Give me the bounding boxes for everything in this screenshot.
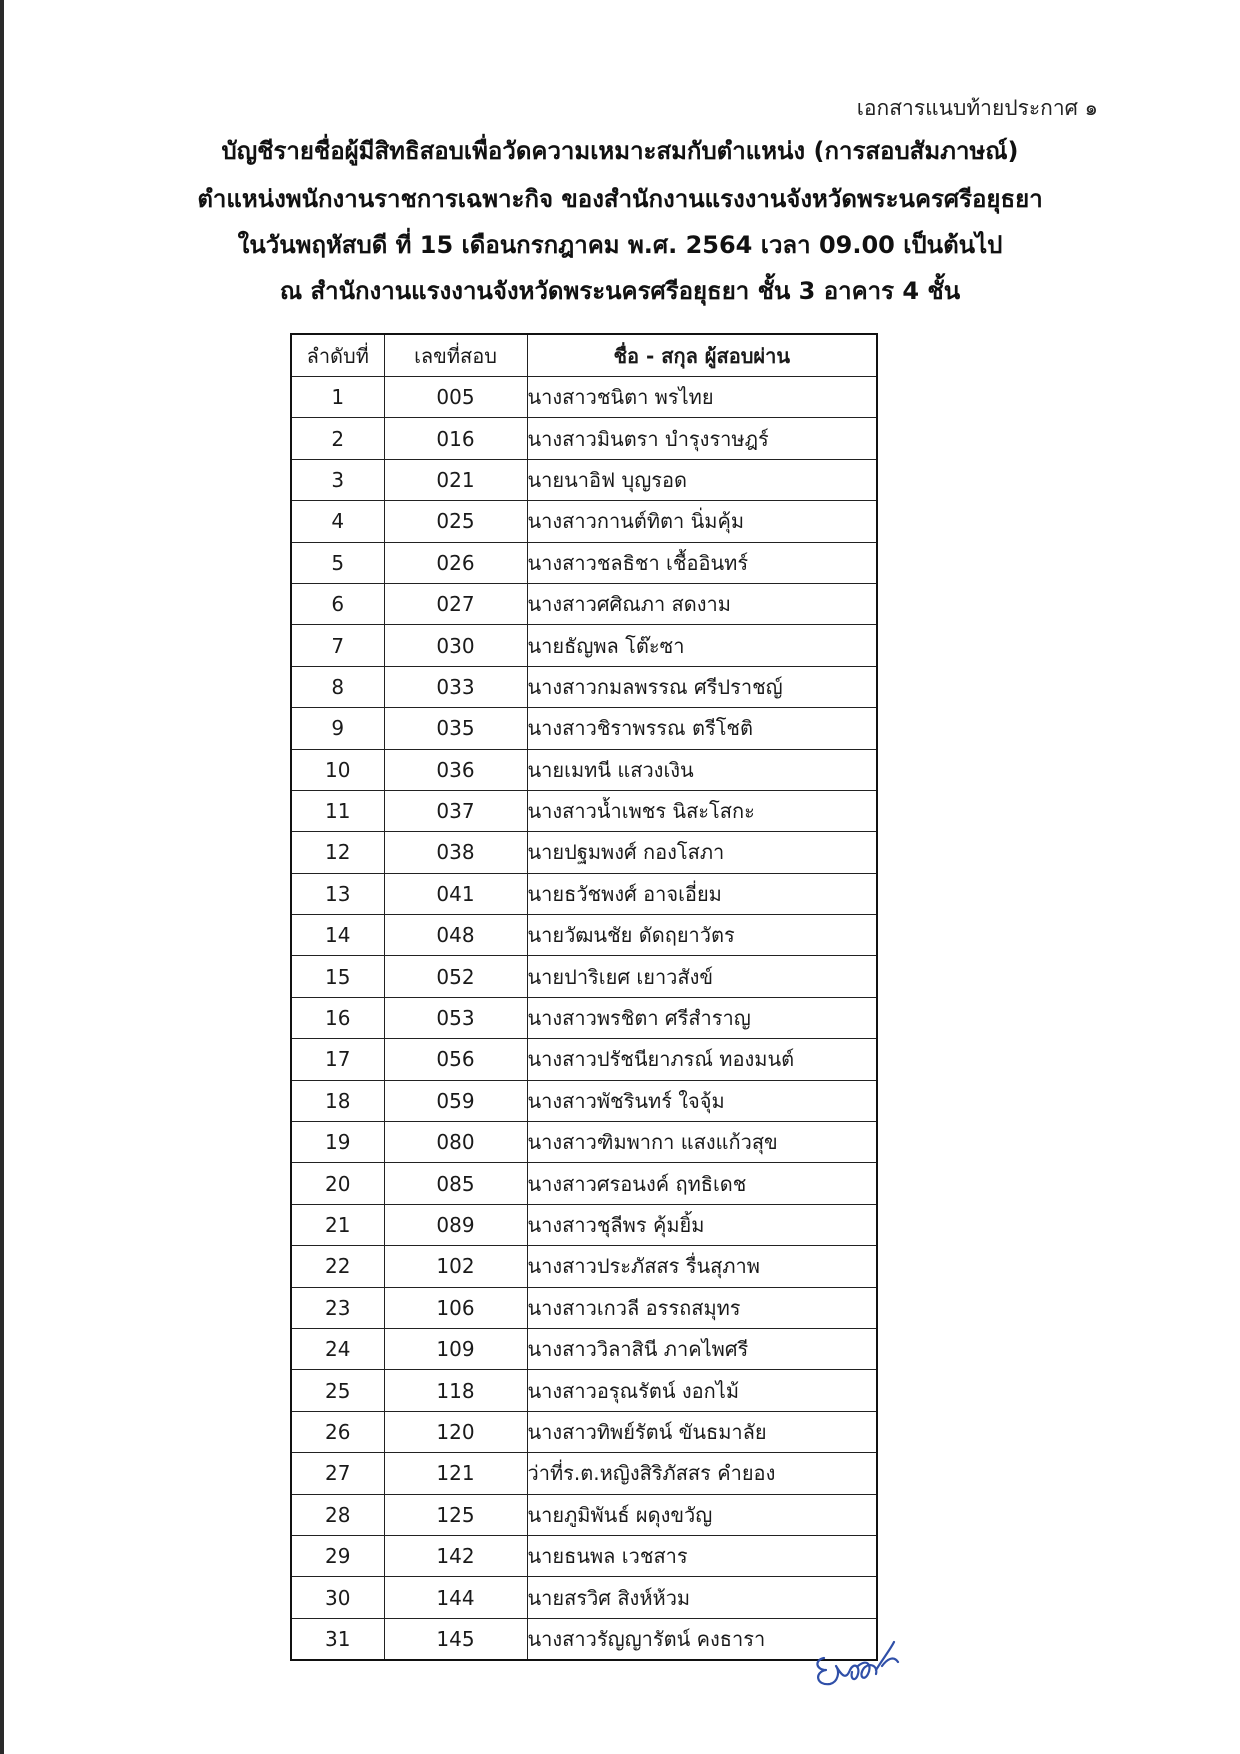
- header-exam-number: เลขที่สอบ: [384, 334, 527, 377]
- table-row: [291, 708, 877, 749]
- sequence-cell: 4: [291, 501, 384, 542]
- sequence-cell: 17: [291, 1039, 384, 1080]
- table-row: [291, 625, 877, 666]
- table-row: [291, 1494, 877, 1535]
- full-name-cell: นางสาวชลธิชา เชื้ออินทร์: [527, 542, 877, 583]
- sequence-cell: 12: [291, 832, 384, 873]
- exam-number-cell: 144: [384, 1577, 527, 1618]
- exam-number-cell: 033: [384, 666, 527, 707]
- table-row: [291, 1122, 877, 1163]
- table-row: [291, 1577, 877, 1618]
- table-row: [291, 583, 877, 624]
- full-name-cell: นางสาวชิราพรรณ ตรีโชติ: [527, 708, 877, 749]
- sequence-cell: 29: [291, 1535, 384, 1576]
- table-row: [291, 1328, 877, 1369]
- sequence-cell: 14: [291, 915, 384, 956]
- full-name-cell: นายปฐมพงศ์ กองโสภา: [527, 832, 877, 873]
- table-row: [291, 997, 877, 1038]
- sequence-cell: 24: [291, 1328, 384, 1369]
- table-header-row: [291, 334, 877, 377]
- table-row: [291, 1618, 877, 1660]
- full-name-cell: นางสาวน้ำเพชร นิสะโสกะ: [527, 790, 877, 831]
- full-name-cell: นางสาวปรัชนียาภรณ์ ทองมนต์: [527, 1039, 877, 1080]
- full-name-cell: นายปาริเยศ เยาวสังข์: [527, 956, 877, 997]
- sequence-cell: 11: [291, 790, 384, 831]
- header-full-name: ชื่อ - สกุล ผู้สอบผ่าน: [527, 334, 877, 377]
- sequence-cell: 7: [291, 625, 384, 666]
- sequence-cell: 26: [291, 1411, 384, 1452]
- table-row: [291, 1163, 877, 1204]
- table-row: [291, 418, 877, 459]
- sequence-cell: 23: [291, 1287, 384, 1328]
- table-row: [291, 1204, 877, 1245]
- sequence-cell: 10: [291, 749, 384, 790]
- full-name-cell: ว่าที่ร.ต.หญิงสิริภัสสร คำยอง: [527, 1453, 877, 1494]
- exam-number-cell: 142: [384, 1535, 527, 1576]
- sequence-cell: 3: [291, 459, 384, 500]
- full-name-cell: นางสาวประภัสสร รื่นสุภาพ: [527, 1246, 877, 1287]
- table-row: [291, 1287, 877, 1328]
- full-name-cell: นางสาววิลาสินี ภาคไพศรี: [527, 1328, 877, 1369]
- table-row: [291, 832, 877, 873]
- table-row: [291, 542, 877, 583]
- exam-number-cell: 089: [384, 1204, 527, 1245]
- full-name-cell: นางสาวศรอนงค์ ฤทธิเดช: [527, 1163, 877, 1204]
- exam-number-cell: 085: [384, 1163, 527, 1204]
- full-name-cell: นายธวัชพงศ์ อาจเอี่ยม: [527, 873, 877, 914]
- sequence-cell: 20: [291, 1163, 384, 1204]
- exam-number-cell: 038: [384, 832, 527, 873]
- full-name-cell: นางสาวรัญญารัตน์ คงธารา: [527, 1618, 877, 1660]
- full-name-cell: นางสาวฑิมพากา แสงแก้วสุข: [527, 1122, 877, 1163]
- exam-number-cell: 026: [384, 542, 527, 583]
- sequence-cell: 28: [291, 1494, 384, 1535]
- table-row: [291, 956, 877, 997]
- exam-number-cell: 005: [384, 377, 527, 418]
- exam-number-cell: 121: [384, 1453, 527, 1494]
- title-line-1: บัญชีรายชื่อผู้มีสิทธิสอบเพื่อวัดความเหมาะสมกับตำแหน่ง (การสอบสัมภาษณ์): [221, 137, 1019, 165]
- full-name-cell: นายนาอิฟ บุญรอด: [527, 459, 877, 500]
- sequence-cell: 13: [291, 873, 384, 914]
- exam-number-cell: 120: [384, 1411, 527, 1452]
- exam-number-cell: 035: [384, 708, 527, 749]
- sequence-cell: 8: [291, 666, 384, 707]
- table-body: [291, 377, 877, 1661]
- full-name-cell: นายวัฒนชัย ดัดฤยาวัตร: [527, 915, 877, 956]
- sequence-cell: 31: [291, 1618, 384, 1660]
- full-name-cell: นางสาวอรุณรัตน์ งอกไม้: [527, 1370, 877, 1411]
- table-row: [291, 459, 877, 500]
- full-name-cell: นางสาวมินตรา บำรุงราษฎร์: [527, 418, 877, 459]
- exam-number-cell: 080: [384, 1122, 527, 1163]
- scan-edge: [0, 0, 4, 1754]
- table-row: [291, 1080, 877, 1121]
- full-name-cell: นางสาวพรชิตา ศรีสำราญ: [527, 997, 877, 1038]
- full-name-cell: นายภูมิพันธ์ ผดุงขวัญ: [527, 1494, 877, 1535]
- exam-number-cell: 106: [384, 1287, 527, 1328]
- sequence-cell: 2: [291, 418, 384, 459]
- sequence-cell: 1: [291, 377, 384, 418]
- sequence-cell: 18: [291, 1080, 384, 1121]
- exam-number-cell: 037: [384, 790, 527, 831]
- table-row: [291, 1039, 877, 1080]
- full-name-cell: นายเมทนี แสวงเงิน: [527, 749, 877, 790]
- table-row: [291, 1370, 877, 1411]
- exam-number-cell: 102: [384, 1246, 527, 1287]
- exam-number-cell: 021: [384, 459, 527, 500]
- full-name-cell: นางสาวทิพย์รัตน์ ขันธมาลัย: [527, 1411, 877, 1452]
- sequence-cell: 22: [291, 1246, 384, 1287]
- exam-number-cell: 053: [384, 997, 527, 1038]
- table-row: [291, 1453, 877, 1494]
- sequence-cell: 9: [291, 708, 384, 749]
- sequence-cell: 6: [291, 583, 384, 624]
- sequence-cell: 27: [291, 1453, 384, 1494]
- title-line-4: ณ สำนักงานแรงงานจังหวัดพระนครศรีอยุธยา ชั้น 3 อาคาร 4 ชั้น: [279, 277, 961, 305]
- candidate-table: [290, 333, 878, 1661]
- exam-number-cell: 145: [384, 1618, 527, 1660]
- exam-number-cell: 056: [384, 1039, 527, 1080]
- full-name-cell: นางสาวชนิตา พรไทย: [527, 377, 877, 418]
- exam-number-cell: 109: [384, 1328, 527, 1369]
- header-sequence: ลำดับที่: [291, 334, 384, 377]
- full-name-cell: นางสาวพัชรินทร์ ใจจุ้ม: [527, 1080, 877, 1121]
- table-row: [291, 501, 877, 542]
- table-row: [291, 1535, 877, 1576]
- sequence-cell: 16: [291, 997, 384, 1038]
- full-name-cell: นายธนพล เวชสาร: [527, 1535, 877, 1576]
- table-row: [291, 873, 877, 914]
- exam-number-cell: 016: [384, 418, 527, 459]
- table-row: [291, 1246, 877, 1287]
- table-row: [291, 666, 877, 707]
- full-name-cell: นางสาวเกวลี อรรถสมุทร: [527, 1287, 877, 1328]
- exam-number-cell: 041: [384, 873, 527, 914]
- handwritten-signature: [812, 1636, 922, 1706]
- sequence-cell: 30: [291, 1577, 384, 1618]
- sequence-cell: 15: [291, 956, 384, 997]
- title-line-3: ในวันพฤหัสบดี ที่ 15 เดือนกรกฎาคม พ.ศ. 2564 เวลา 09.00 เป็นต้นไป: [237, 231, 1003, 259]
- sequence-cell: 21: [291, 1204, 384, 1245]
- sequence-cell: 19: [291, 1122, 384, 1163]
- full-name-cell: นางสาวกานต์ทิตา นิ่มคุ้ม: [527, 501, 877, 542]
- exam-number-cell: 030: [384, 625, 527, 666]
- sequence-cell: 5: [291, 542, 384, 583]
- exam-number-cell: 036: [384, 749, 527, 790]
- table-row: [291, 1411, 877, 1452]
- full-name-cell: นางสาวศศิณภา สดงาม: [527, 583, 877, 624]
- exam-number-cell: 027: [384, 583, 527, 624]
- exam-number-cell: 025: [384, 501, 527, 542]
- exam-number-cell: 048: [384, 915, 527, 956]
- title-line-2: ตำแหน่งพนักงานราชการเฉพาะกิจ ของสำนักงานแรงงานจังหวัดพระนครศรีอยุธยา: [197, 185, 1043, 213]
- annex-label: เอกสารแนบท้ายประกาศ ๑: [856, 96, 1098, 120]
- table-row: [291, 377, 877, 418]
- exam-number-cell: 052: [384, 956, 527, 997]
- table-row: [291, 749, 877, 790]
- table-row: [291, 790, 877, 831]
- full-name-cell: นางสาวชุลีพร คุ้มยิ้ม: [527, 1204, 877, 1245]
- exam-number-cell: 118: [384, 1370, 527, 1411]
- full-name-cell: นางสาวกมลพรรณ ศรีปราชญ์: [527, 666, 877, 707]
- full-name-cell: นายสรวิศ สิงห์ห้วม: [527, 1577, 877, 1618]
- full-name-cell: นายธัญพล โต๊ะซา: [527, 625, 877, 666]
- table-row: [291, 915, 877, 956]
- sequence-cell: 25: [291, 1370, 384, 1411]
- exam-number-cell: 059: [384, 1080, 527, 1121]
- exam-number-cell: 125: [384, 1494, 527, 1535]
